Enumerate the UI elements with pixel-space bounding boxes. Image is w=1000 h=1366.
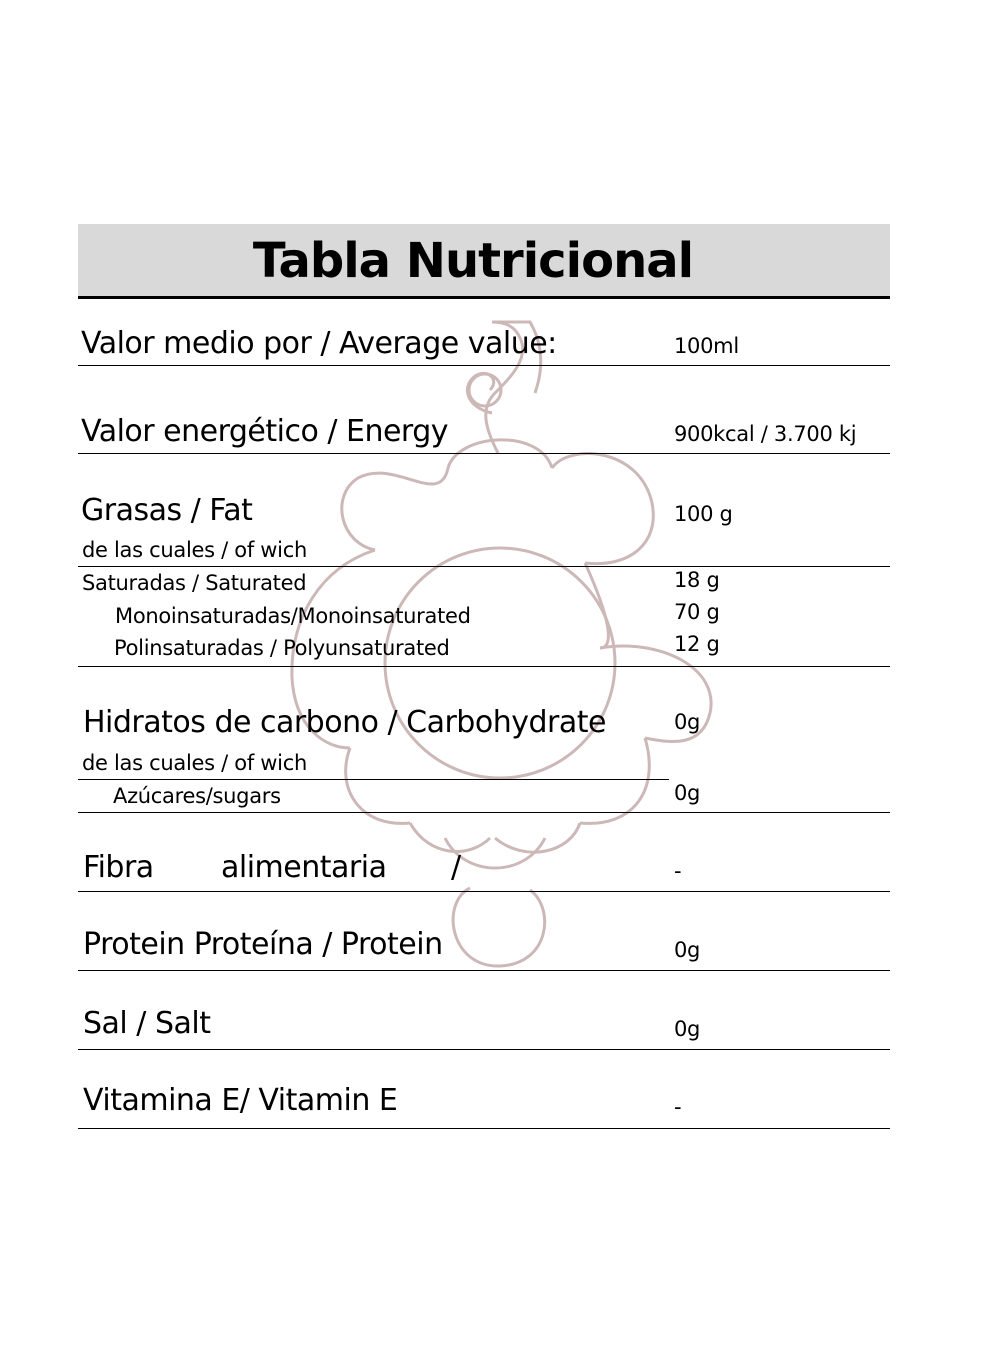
row-divider [78, 365, 890, 366]
average-value-label: Valor medio por / Average value: [81, 326, 557, 361]
row-divider [78, 891, 890, 892]
energy-value: 900kcal / 3.700 kj [674, 422, 857, 446]
saturated-value: 18 g [674, 568, 720, 592]
fat-sub-label: de las cuales / of wich [82, 538, 307, 562]
row-divider [78, 566, 890, 567]
title-bar [78, 224, 890, 299]
fat-value: 100 g [674, 502, 733, 526]
nutrition-table [78, 224, 890, 1134]
polyunsaturated-value: 12 g [674, 632, 720, 656]
monounsaturated-value: 70 g [674, 600, 720, 624]
row-divider [78, 779, 669, 780]
row-divider [78, 666, 890, 667]
average-value-value: 100ml [674, 334, 739, 358]
vitamin-e-label: Vitamina E/ Vitamin E [83, 1083, 398, 1118]
row-divider [78, 970, 890, 971]
energy-label: Valor energético / Energy [81, 414, 449, 449]
fat-label: Grasas / Fat [81, 493, 253, 528]
table-title: Tabla Nutricional [252, 233, 694, 289]
sugars-value: 0g [674, 781, 701, 805]
row-divider [78, 1049, 890, 1050]
row-divider [78, 1128, 890, 1129]
fibre-label-part2: alimentaria [221, 850, 387, 885]
vitamin-e-value: - [674, 1095, 682, 1119]
salt-value: 0g [674, 1017, 701, 1041]
sugars-label: Azúcares/sugars [113, 784, 281, 808]
carbohydrate-value: 0g [674, 710, 701, 734]
fibre-value: - [674, 859, 682, 883]
fibre-label-part3: / [451, 850, 461, 885]
fibre-label-part1: Fibra [83, 850, 154, 885]
polyunsaturated-label: Polinsaturadas / Polyunsaturated [114, 636, 450, 660]
row-divider [78, 812, 890, 813]
saturated-label: Saturadas / Saturated [82, 571, 307, 595]
salt-label: Sal / Salt [83, 1006, 211, 1041]
carbohydrate-sub-label: de las cuales / of wich [82, 751, 307, 775]
protein-value: 0g [674, 938, 701, 962]
carbohydrate-label: Hidratos de carbono / Carbohydrate [83, 705, 606, 740]
row-divider [78, 453, 890, 454]
monounsaturated-label: Monoinsaturadas/Monoinsaturated [115, 604, 471, 628]
protein-label: Protein Proteína / Protein [83, 927, 443, 962]
